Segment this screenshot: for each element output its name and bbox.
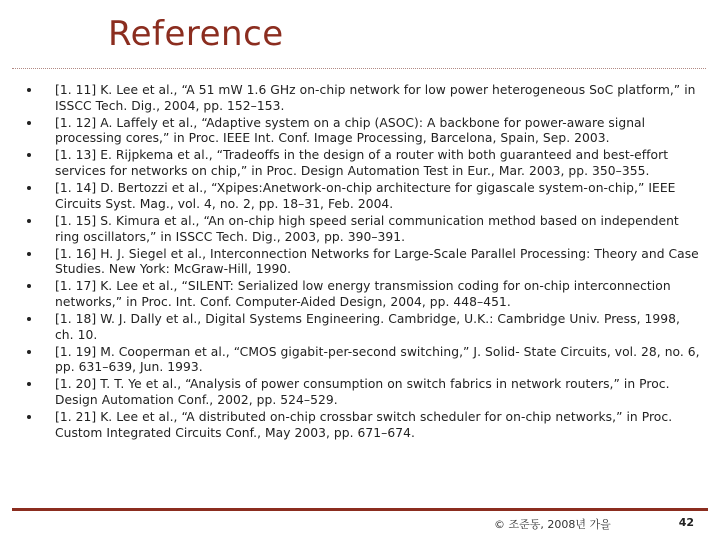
bullet-icon [27,382,31,386]
reference-item [24,377,700,408]
reference-item [24,83,700,114]
bullet-icon [27,121,31,125]
bullet-icon [27,186,31,190]
reference-item [24,181,700,212]
reference-item [24,148,700,179]
reference-item [24,247,700,278]
bullet-icon [27,252,31,256]
reference-item [24,312,700,343]
reference-text: [1. 13] E. Rijpkema et al., “Tradeoffs in the design of a router with both guaranteed and best-effort services for networks on chip,” in Proc. Design Automation Test in Eur., Mar. 2003, pp. 350–355. [55,148,669,179]
bullet-icon [27,88,31,92]
reference-item [24,410,700,441]
reference-item [24,279,700,310]
reference-text: [1. 19] M. Cooperman et al., “CMOS gigabit-per-second switching,” J. Solid- State Circuits, vol. 28, no. 6, pp. 631–639, Jun. 1993. [55,344,700,375]
reference-list [24,83,700,443]
reference-item [24,116,700,147]
footer-divider [12,508,708,511]
reference-text: [1. 21] K. Lee et al., “A distributed on-chip crossbar switch scheduler for on-chip networks,” in Proc. Custom Integrated Circuits Conf., May 2003, pp. 671–674. [55,410,673,440]
slide-title: Reference [108,14,284,54]
reference-item [24,214,700,245]
reference-item [24,345,700,376]
reference-text: [1. 18] W. J. Dally et al., Digital Systems Engineering. Cambridge, U.K.: Cambridge Univ. Press, 1998, ch. 10. [55,311,680,342]
bullet-icon [27,317,31,321]
reference-text: [1. 15] S. Kimura et al., “An on-chip high speed serial communication method based on independent ring oscillators,” in ISSCC Tech. Dig., 2003, pp. 390–391. [55,213,679,244]
page-number: 42 [678,516,694,529]
reference-text: [1. 17] K. Lee et al., “SILENT: Serialized low energy transmission coding for on-chip interconnection networks,” in Proc. Int. Conf. Computer-Aided Design, 2004, pp. 448–451. [55,279,671,309]
bullet-icon [27,415,31,419]
reference-text: [1. 11] K. Lee et al., “A 51 mW 1.6 GHz on-chip network for low power heterogeneous SoC platform,” in ISSCC Tech. Dig., 2004, pp. 152–153. [55,83,696,113]
title-divider [12,68,706,69]
bullet-icon [27,350,31,354]
reference-text: [1. 20] T. T. Ye et al., “Analysis of power consumption on switch fabrics in network routers,” in Proc. Design Automation Conf., 2002, pp. 524–529. [55,377,670,408]
reference-text: [1. 16] H. J. Siegel et al., Interconnection Networks for Large-Scale Parallel Processing: Theory and Case Studies. New York: McGraw-Hill, 1990. [55,246,699,277]
bullet-icon [27,153,31,157]
reference-text: [1. 14] D. Bertozzi et al., “Xpipes:Anetwork-on-chip architecture for gigascale system-on-chip,” IEEE Circuits Syst. Mag., vol. 4, no. 2, pp. 18–31, Feb. 2004. [55,181,676,211]
footer-credit: © 조준동, 2008년 가을 [494,518,611,531]
reference-text: [1. 12] A. Laffely et al., “Adaptive system on a chip (ASOC): A backbone for power-aware signal processing cores,” in Proc. IEEE Int. Conf. Image Processing, Barcelona, Spain, Sep. 2003. [55,115,646,146]
bullet-icon [27,284,31,288]
bullet-icon [27,219,31,223]
